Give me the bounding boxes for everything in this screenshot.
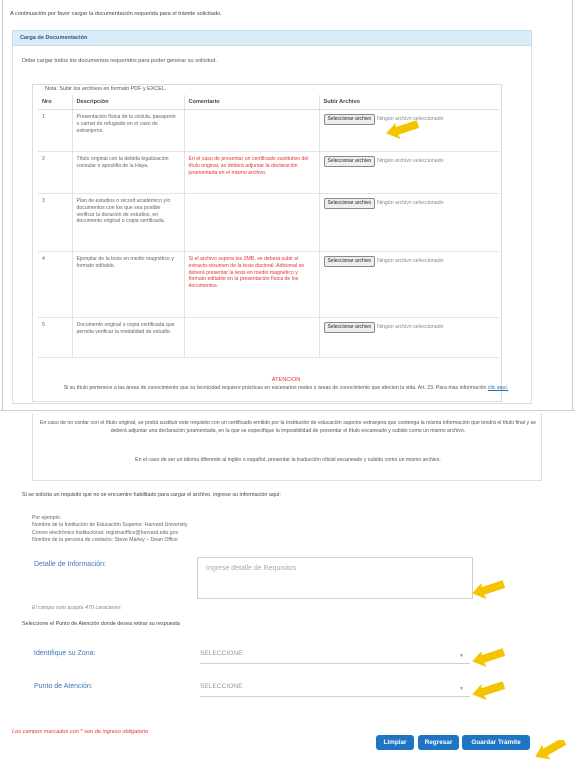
panel-header: [12, 30, 532, 46]
back-button[interactable]: Regresar: [418, 735, 459, 750]
example-line: Correo electrónico institucional: registrariffice@harvard.edu.gov: [32, 529, 179, 536]
select-file-button[interactable]: Seleccionar archivo: [324, 156, 376, 167]
select-file-button[interactable]: Seleccionar archivo: [324, 256, 376, 267]
row-upload: [319, 194, 499, 252]
documents-table: [38, 95, 499, 358]
select-file-button[interactable]: Seleccionar archivo: [324, 198, 376, 209]
punto-intro-text: Seleccione el Punto de Atención donde desea retirar su respuesta: [22, 621, 180, 627]
row-description: Presentación física de la cédula, pasaporte o carnet de refugiado en el caso de extranjeros.: [72, 110, 184, 152]
select-file-button[interactable]: Seleccionar archivo: [324, 114, 376, 125]
row-description: Título original con la debida legalización consular o apostilla de la Haya.: [72, 152, 184, 194]
zona-label: Identifique su Zona:: [34, 650, 96, 657]
example-block: [32, 515, 187, 544]
row-upload: [319, 152, 499, 194]
no-file-text: Ningún archivo seleccionado: [377, 200, 444, 206]
atencion-body: Si su título pertenece a las áreas de conocimiento que su tecnicidad requiere prácticas en escenarios reales o áreas de conocimiento que afecten la vida. Art. 23. Para mas información: [63, 385, 487, 391]
example-line: Nombre de la persona de contacto: Steve Marley – Dean Office: [32, 536, 178, 543]
row-comment: Si el archivo supera los 2MB, se deberá subir el extracto-resumen de la tesis doctoral. Adicional se deberá presentar la tesis en medio magnético y formato editable en la presentación física de los documentos.: [184, 252, 319, 318]
chevron-down-icon: ▼: [459, 653, 464, 659]
arrow-left-icon: [532, 740, 570, 760]
notice-original-title: En caso de no contar con el título original, se podrá sustituir este requisito con un certificado emitido por la Institución de educación superior extranjera que contenga la misma información que tendrá el título final y se deberá adjuntar una declaración juramentada, en la que se especifique la imposibilidad de presentar el título escaneado y subido como un mismo archivo.: [40, 420, 536, 434]
row-upload: [319, 318, 499, 358]
no-file-text: Ningún archivo seleccionado: [377, 324, 444, 330]
row-number: 5: [38, 318, 72, 358]
no-file-text: Ningún archivo seleccionado: [377, 116, 444, 122]
punto-label: Punto de Atención:: [34, 683, 93, 690]
intro-text: A continuación por favor cargar la documentación requerida para el trámite solicitado.: [10, 11, 222, 17]
row-comment: [184, 194, 319, 252]
row-description: Plan de estudios o récord académico y/o documentos con los que sea posible verificar la duración de estudios, en documento original o copia certificada.: [72, 194, 184, 252]
detail-textarea[interactable]: Ingrese detalle de Requisitos: [197, 557, 473, 599]
row-description: Documento original o copia certificada que permita verificar la modalidad de estudio.: [72, 318, 184, 358]
row-description: Ejemplar de la tesis en medio magnético y formato editable.: [72, 252, 184, 318]
detail-label: Detalle de Información:: [34, 561, 106, 568]
table-row: [38, 252, 499, 318]
arrow-left-icon: [470, 580, 508, 600]
row-number: 2: [38, 152, 72, 194]
table-row: [38, 318, 499, 358]
table-row: [38, 194, 499, 252]
arrow-left-icon: [384, 120, 422, 140]
panel-title: Carga de Documentación: [20, 35, 88, 41]
atencion-title: ATENCION: [271, 377, 301, 383]
left-border: [2, 0, 3, 410]
format-note: Nota: Subir los archivos en formato PDF y EXCEL.: [45, 86, 167, 92]
char-limit-hint: El campo solo acepta 470 caracteres: [32, 605, 121, 611]
row-upload: [319, 252, 499, 318]
row-comment: [184, 110, 319, 152]
row-number: 4: [38, 252, 72, 318]
column-header: Descripción: [72, 95, 184, 110]
no-file-text: Ningún archivo seleccionado: [377, 158, 444, 164]
right-border: [572, 0, 573, 410]
arrow-left-icon: [470, 648, 508, 668]
punto-select[interactable]: [200, 683, 470, 697]
no-file-text: Ningún archivo seleccionado: [377, 258, 444, 264]
table-row: [38, 110, 499, 152]
example-line: Nombre de la Institución de Educación Superior: Harvard University: [32, 522, 188, 529]
table-row: [38, 152, 499, 194]
table-header-row: [38, 95, 499, 110]
zona-value: SELECCIONE: [200, 650, 243, 657]
column-header: Nro: [38, 95, 72, 110]
more-info-link[interactable]: clic aquí.: [487, 385, 509, 391]
panel-subtitle: Debe cargar todos los documentos requeridos para poder generar su solicitud.: [22, 58, 217, 64]
divider: [0, 410, 575, 411]
notice-translation: En el caso de ser un idioma diferente al inglés o español, presentar la traducción oficial escaneado y subido como un mismo archivo.: [135, 457, 441, 463]
example-title: Por ejemplo:: [32, 515, 62, 521]
required-note: Los campos marcados con * son de ingreso obligatorio: [12, 729, 149, 735]
atencion-text: [12, 385, 560, 392]
row-comment: En el caso de presentar un certificado sustitutivo del título original, se deberá adjuntar la declaración juramentada en el mismo archivo.: [184, 152, 319, 194]
habilitado-text: Si se solicita un requisito que no se encuentre habilitado para cargar el archivo, ingrese su información aquí:: [22, 492, 281, 498]
zona-select[interactable]: [200, 650, 470, 664]
row-comment: [184, 318, 319, 358]
clear-button[interactable]: Limpiar: [376, 735, 414, 750]
row-number: 1: [38, 110, 72, 152]
select-file-button[interactable]: Seleccionar archivo: [324, 322, 376, 333]
save-button[interactable]: Guardar Trámite: [462, 735, 530, 750]
arrow-left-icon: [470, 681, 508, 701]
column-header: Subir Archivo: [319, 95, 499, 110]
row-number: 3: [38, 194, 72, 252]
punto-value: SELECCIONE: [200, 683, 243, 690]
column-header: Comentario: [184, 95, 319, 110]
chevron-down-icon: ▼: [459, 686, 464, 692]
